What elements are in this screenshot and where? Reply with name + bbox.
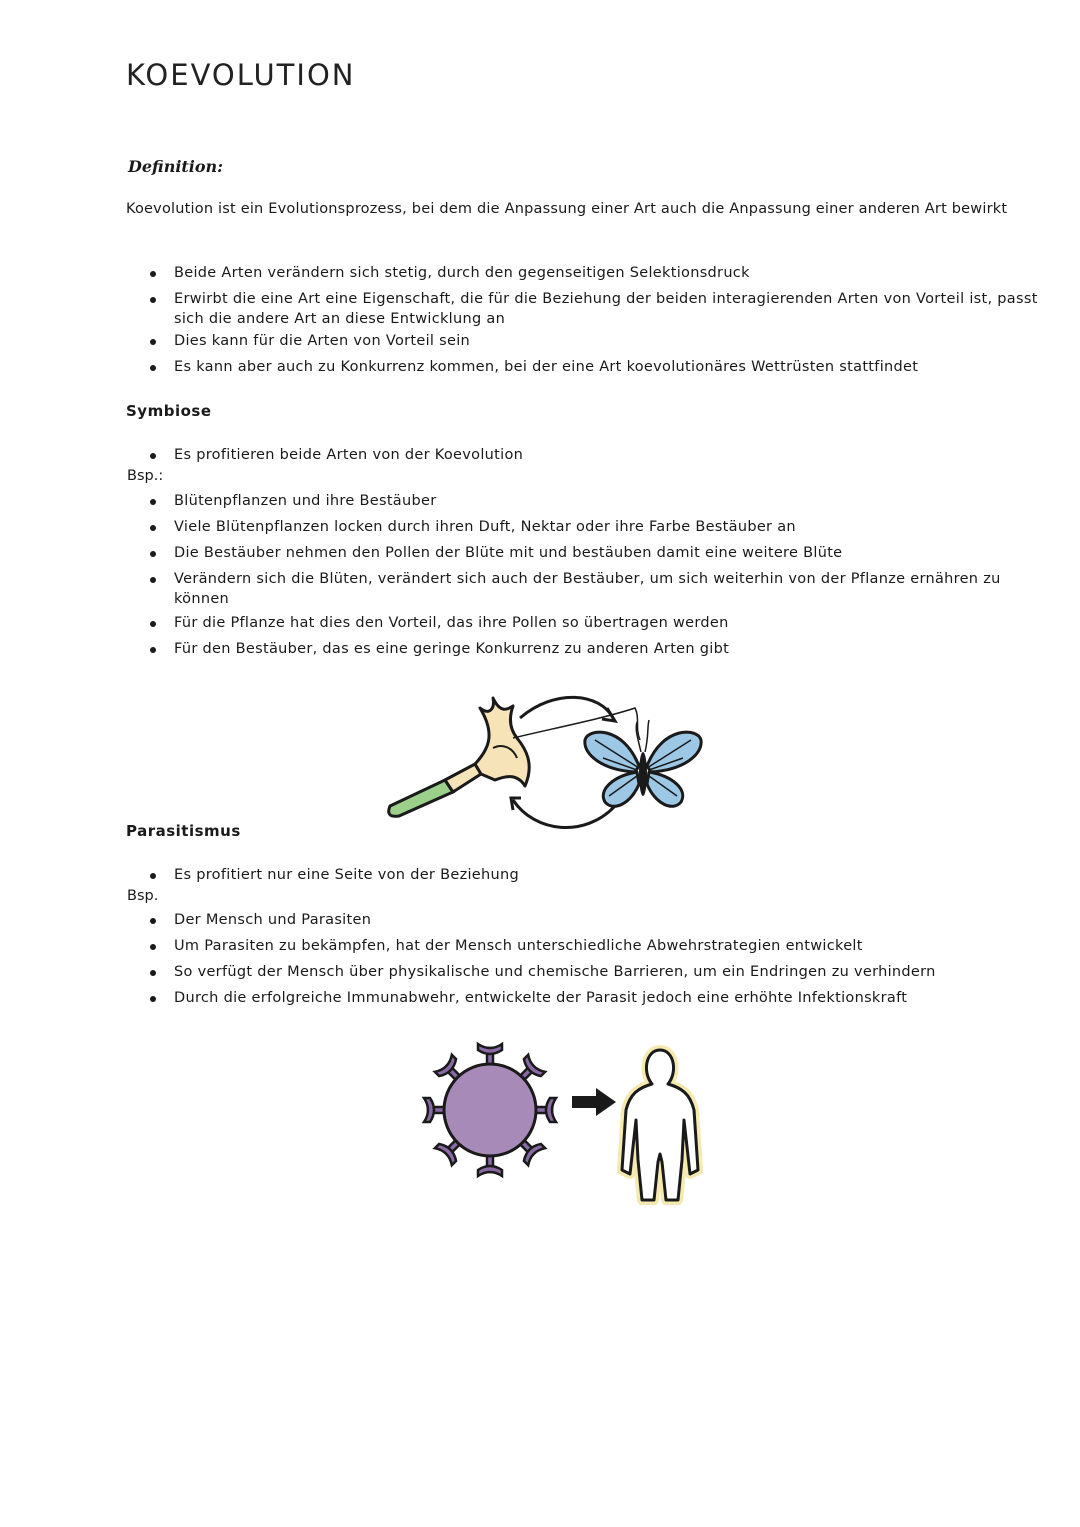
list-item: Es kann aber auch zu Konkurrenz kommen, bei der eine Art koevolutionäres Wettrüsten stattfindet — [148, 357, 1048, 377]
flower-butterfly-illustration — [385, 688, 705, 834]
definition-bullets — [148, 263, 1048, 377]
list-item: Für den Bestäuber, das es eine geringe Konkurrenz zu anderen Arten gibt — [148, 639, 1048, 659]
human-icon — [622, 1050, 698, 1200]
list-item: Um Parasiten zu bekämpfen, hat der Mensch unterschiedliche Abwehrstrategien entwickelt — [148, 936, 1048, 956]
list-item: Es profitieren beide Arten von der Koevolution — [148, 445, 1048, 465]
butterfly-icon — [585, 720, 701, 806]
parasitismus-heading: Parasitismus — [126, 822, 241, 840]
symbiose-intro — [148, 445, 1048, 465]
virus-human-illustration — [420, 1040, 720, 1205]
list-item: Blütenpflanzen und ihre Bestäuber — [148, 491, 1048, 511]
list-item: Für die Pflanze hat dies den Vorteil, das ihre Pollen so übertragen werden — [148, 613, 1048, 633]
symbiose-heading: Symbiose — [126, 402, 212, 420]
arrow-right-icon — [572, 1088, 616, 1116]
list-item: Der Mensch und Parasiten — [148, 910, 1048, 930]
parasitismus-bullets — [148, 910, 1048, 1008]
list-item: Beide Arten verändern sich stetig, durch den gegenseitigen Selektionsdruck — [148, 263, 1048, 283]
page-title: KOEVOLUTION — [126, 58, 356, 92]
virus-icon — [424, 1044, 556, 1176]
list-item: Verändern sich die Blüten, verändert sich auch der Bestäuber, um sich weiterhin von der Pflanze ernähren zu können — [148, 569, 1048, 609]
definition-heading: Definition: — [128, 157, 224, 176]
list-item: Erwirbt die eine Art eine Eigenschaft, die für die Beziehung der beiden interagierenden Arten von Vorteil ist, passt sich die andere Art an diese Entwicklung an — [148, 289, 1048, 329]
list-item: Es profitiert nur eine Seite von der Beziehung — [148, 865, 1048, 885]
list-item: Viele Blütenpflanzen locken durch ihren Duft, Nektar oder ihre Farbe Bestäuber an — [148, 517, 1048, 537]
list-item: Durch die erfolgreiche Immunabwehr, entwickelte der Parasit jedoch eine erhöhte Infektionskraft — [148, 988, 1048, 1008]
symbiose-bullets — [148, 491, 1048, 659]
list-item: Dies kann für die Arten von Vorteil sein — [148, 331, 1048, 351]
symbiose-bsp-label: Bsp.: — [127, 468, 164, 484]
list-item: So verfügt der Mensch über physikalische und chemische Barrieren, um ein Endringen zu verhindern — [148, 962, 1048, 982]
definition-text: Koevolution ist ein Evolutionsprozess, bei dem die Anpassung einer Art auch die Anpassung einer anderen Art bewirkt — [126, 201, 1008, 217]
parasitismus-intro — [148, 865, 1048, 885]
parasitismus-bsp-label: Bsp. — [127, 888, 159, 904]
stem-icon — [389, 764, 481, 816]
list-item: Die Bestäuber nehmen den Pollen der Blüte mit und bestäuben damit eine weitere Blüte — [148, 543, 1048, 563]
